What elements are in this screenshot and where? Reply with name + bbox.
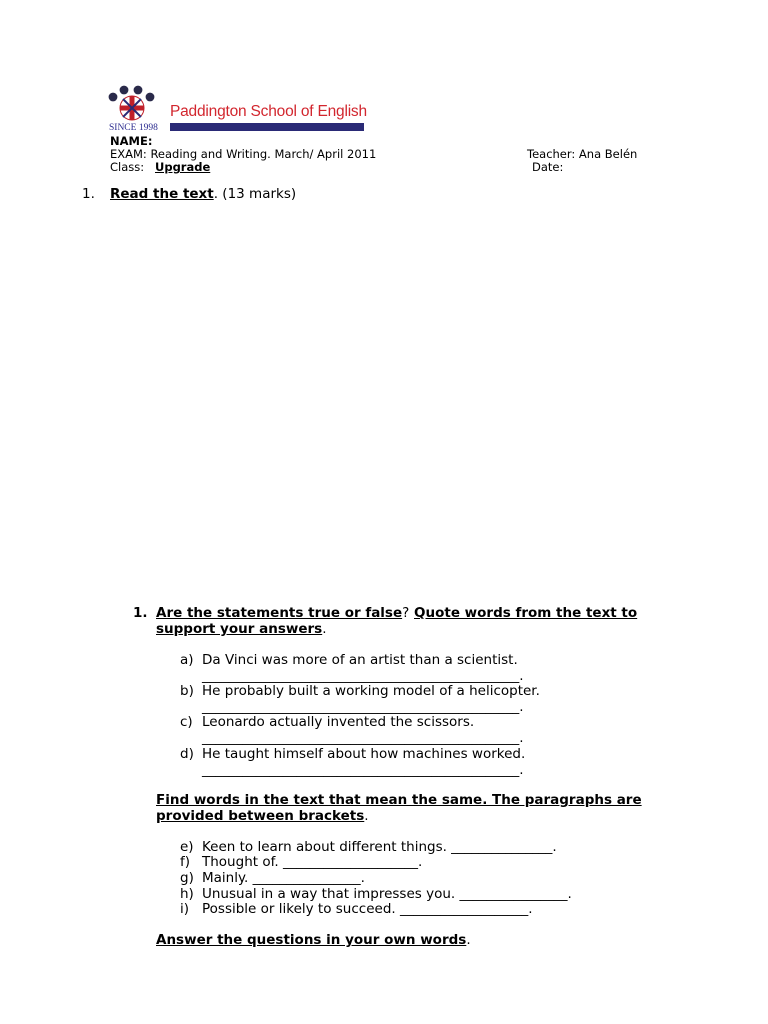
section2-question-part1: Are the statements true or false xyxy=(156,605,403,621)
item-text: He probably built a working model of a helicopter. xyxy=(202,683,540,699)
section3-heading-line1 xyxy=(156,792,642,808)
item-letter: g) xyxy=(180,870,194,886)
school-logo xyxy=(108,84,368,136)
exam-line: EXAM: Reading and Writing. March/ April 2011 xyxy=(110,147,377,161)
section1-title: Read the text xyxy=(110,186,214,202)
section1-heading xyxy=(110,186,296,202)
item-letter: e) xyxy=(180,839,194,855)
list-item xyxy=(180,870,365,886)
list-item xyxy=(180,714,475,730)
section2-heading-line2 xyxy=(156,621,326,637)
list-item xyxy=(180,886,572,902)
item-text: Possible or likely to succeed. ___________________. xyxy=(202,901,533,917)
list-item xyxy=(180,901,533,917)
answer-line: _______________________________________________. xyxy=(202,730,524,746)
name-label: NAME: xyxy=(110,134,153,148)
item-letter: a) xyxy=(180,652,194,668)
list-item xyxy=(180,854,423,870)
section1-number: 1. xyxy=(82,186,95,202)
item-text: Thought of. ____________________. xyxy=(202,854,423,870)
section2-question-part2-cont: support your answers xyxy=(156,621,323,637)
item-text: He taught himself about how machines worked. xyxy=(202,746,526,762)
item-letter: h) xyxy=(180,886,194,902)
item-text: Unusual in a way that impresses you. ________________. xyxy=(202,886,572,902)
section3-heading-line2 xyxy=(156,808,369,824)
list-item xyxy=(180,683,540,699)
item-letter: d) xyxy=(180,746,194,762)
section2-question-mark: ? xyxy=(402,605,410,621)
section2-question-part2: Quote words from the text to xyxy=(414,605,638,621)
item-letter: f) xyxy=(180,854,191,870)
item-text: Leonardo actually invented the scissors. xyxy=(202,714,475,730)
list-item xyxy=(180,839,557,855)
item-letter: b) xyxy=(180,683,194,699)
list-item xyxy=(180,652,518,668)
paw-flag-icon xyxy=(108,84,168,126)
section4-title: Answer the questions in your own words xyxy=(156,932,467,948)
section2-question-end: . xyxy=(322,621,327,637)
list-item xyxy=(180,746,526,762)
section3-title-line1: Find words in the text that mean the same. The paragraphs are xyxy=(156,792,642,808)
since-label: SINCE 1998 xyxy=(109,123,158,133)
section2-number: 1. xyxy=(133,605,148,621)
teacher-line: Teacher: Ana Belén xyxy=(527,147,638,161)
answer-line: _______________________________________________. xyxy=(202,668,524,684)
date-label: Date: xyxy=(532,160,564,174)
item-text: Mainly. ________________. xyxy=(202,870,365,886)
section1-marks: . (13 marks) xyxy=(213,186,297,202)
answer-line: _______________________________________________. xyxy=(202,699,524,715)
school-name: Paddington School of English xyxy=(170,103,367,120)
item-text: Da Vinci was more of an artist than a scientist. xyxy=(202,652,518,668)
section2-heading-line1 xyxy=(156,605,637,621)
item-letter: c) xyxy=(180,714,193,730)
item-letter: i) xyxy=(180,901,190,917)
section4-heading xyxy=(156,932,471,948)
class-value: Upgrade xyxy=(155,160,211,174)
item-text: Keen to learn about different things. _______________. xyxy=(202,839,557,855)
section4-end: . xyxy=(466,932,471,948)
section3-title-end: . xyxy=(364,808,369,824)
class-label: Class: xyxy=(110,160,145,174)
answer-line: _______________________________________________. xyxy=(202,762,524,778)
logo-bar xyxy=(170,123,364,131)
section3-title-line2: provided between brackets xyxy=(156,808,365,824)
